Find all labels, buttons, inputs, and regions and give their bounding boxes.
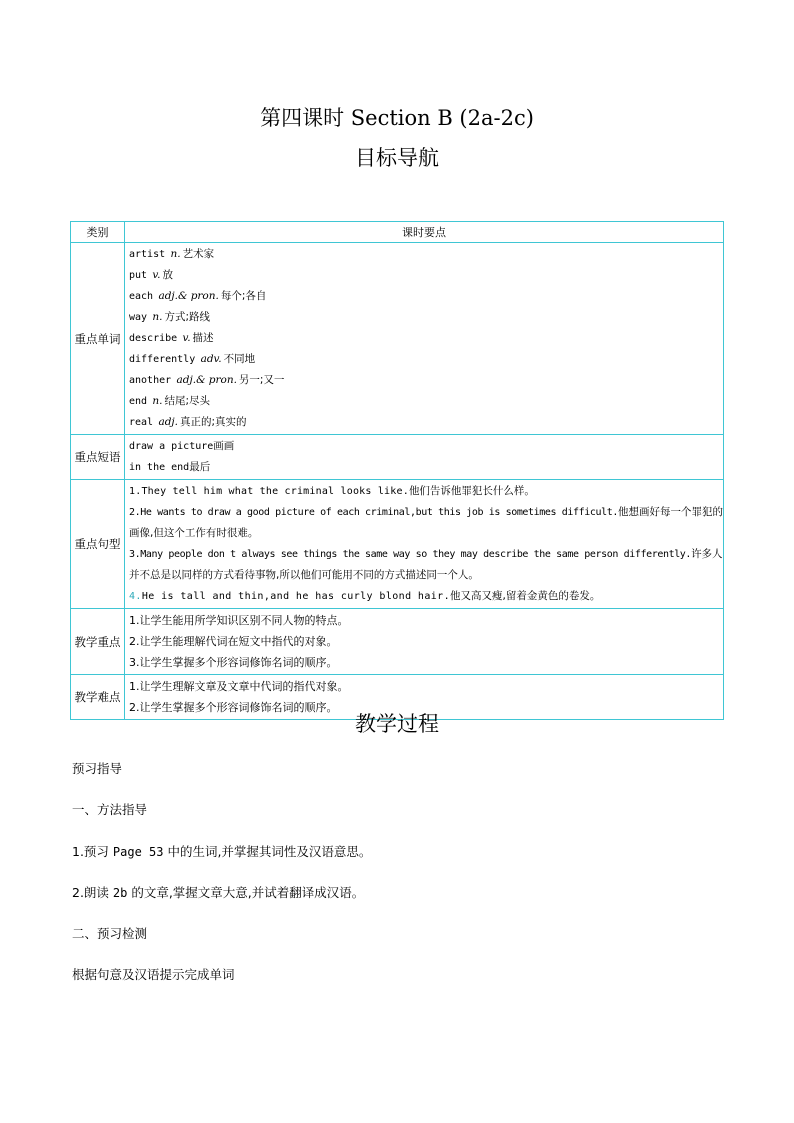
table-row-sentences (71, 480, 724, 609)
list-item: 1.让学生理解文章及文章中代词的指代对象。 (129, 680, 349, 693)
row-category: 教学难点 (71, 675, 125, 720)
list-item: artist n. 艺术家 (129, 248, 215, 260)
row-category: 教学重点 (71, 609, 125, 675)
table-header-row (71, 222, 724, 243)
method-heading: 一、方法指导 (72, 802, 148, 817)
list-item: 1.让学生能用所学知识区别不同人物的特点。 (129, 614, 349, 627)
col-category-header: 类别 (71, 222, 125, 243)
table-row-phrases (71, 435, 724, 480)
list-item: real adj. 真正的;真实的 (129, 416, 247, 428)
table-row-key-points (71, 609, 724, 675)
list-item: each adj.& pron. 每个;各自 (129, 290, 267, 302)
row-category: 重点短语 (71, 435, 125, 480)
exercise-instruction: 根据句意及汉语提示完成单词 (72, 967, 235, 982)
col-points-header: 课时要点 (125, 222, 724, 243)
row-category: 重点句型 (71, 480, 125, 609)
row-category: 重点单词 (71, 243, 125, 435)
list-item: 3.Many people don t always see things the same way so they may describe the same person differently.许多人并不总是以同样的方式看待事物,所以他们可能用不同的方式描述同一个人。 (129, 548, 723, 581)
key-points-cell (125, 609, 724, 675)
lesson-plan-table (70, 221, 724, 720)
list-item: way n. 方式;路线 (129, 311, 211, 323)
method-step-1: 1.预习 Page 53 中的生词,并掌握其词性及汉语意思。 (72, 844, 372, 859)
list-item: put v. 放 (129, 269, 173, 281)
list-item: 2.让学生掌握多个形容词修饰名词的顺序。 (129, 701, 338, 714)
preview-guide-heading: 预习指导 (72, 761, 123, 776)
list-item: 4.He is tall and thin,and he has curly blond hair.他又高又瘦,留着金黄色的卷发。 (129, 590, 601, 602)
process-title: 教学过程 (355, 712, 439, 736)
lesson-title: 第四课时 Section B (2a-2c) (260, 106, 534, 130)
method-step-2: 2.朗读 2b 的文章,掌握文章大意,并试着翻译成汉语。 (72, 885, 365, 900)
list-item: another adj.& pron. 另一;又一 (129, 374, 285, 386)
list-item: 3.让学生掌握多个形容词修饰名词的顺序。 (129, 656, 338, 669)
check-heading: 二、预习检测 (72, 926, 148, 941)
list-item: describe v. 描述 (129, 332, 214, 344)
list-item: end n. 结尾;尽头 (129, 395, 211, 407)
list-item: draw a picture画画 (129, 440, 235, 452)
list-item: 1.They tell him what the criminal looks like.他们告诉他罪犯长什么样。 (129, 485, 535, 497)
sentences-cell (125, 480, 724, 609)
list-item: 2.让学生能理解代词在短文中指代的对象。 (129, 635, 338, 648)
list-item: differently adv. 不同地 (129, 353, 256, 365)
list-item: 2.He wants to draw a good picture of each criminal,but this job is sometimes difficult.他想画好每一个罪犯的画像,但这个工作有时很难。 (129, 506, 723, 539)
phrases-cell (125, 435, 724, 480)
list-item: in the end最后 (129, 461, 211, 473)
table-row-words (71, 243, 724, 435)
goal-title: 目标导航 (355, 146, 439, 170)
words-cell (125, 243, 724, 435)
